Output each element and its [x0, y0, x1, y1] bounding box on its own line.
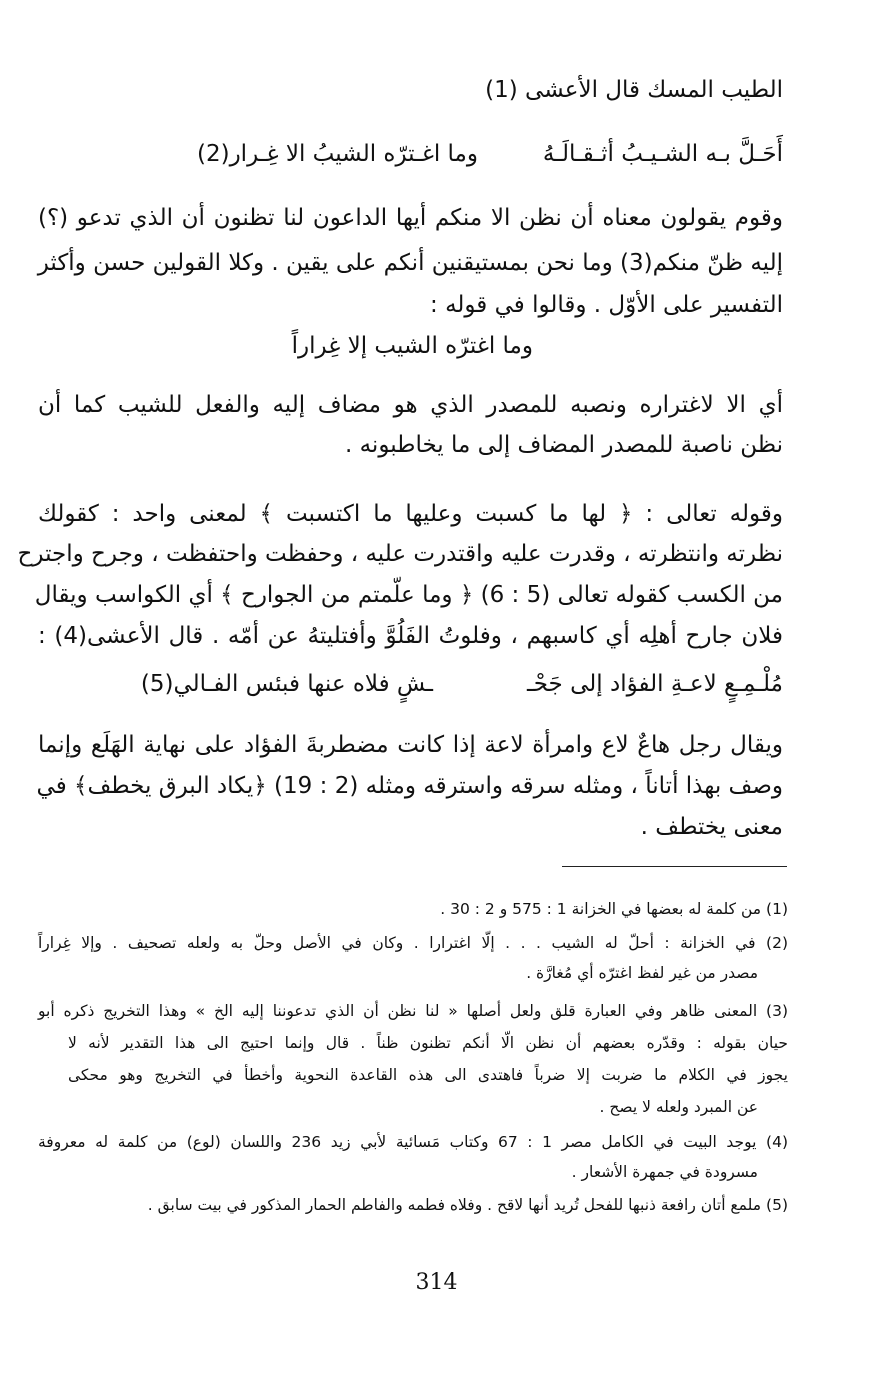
text-line: من الكسب كقوله تعالى (5 : 6) ﴿ وما علّمتم من الجوارح ﴾ أي الكواسب ويقال	[34, 582, 783, 608]
footnote-continuation: يجوز في الكلام ما ضربت إلا ضرباً فاهتدى الى هذه القاعدة النحوية وأخطأ في التخريج وهو محكى	[68, 1066, 788, 1084]
text-line: وقوم يقولون معناه أن نظن الا منكم أيها الداعون لنا تظنون أن الذي تدعو (؟)	[38, 205, 783, 231]
text-line: نظرته وانتظرته ، وقدرت عليه واقتدرت عليه ، وحفظت واحتفظت ، وجرح واجترح	[17, 541, 783, 567]
text-line: ويقال رجل هاعٌ لاع وامرأة لاعة إذا كانت مضطربةَ الفؤاد على نهاية الهَلَع وإنما	[38, 732, 783, 758]
text-line: وقوله تعالى : ﴿ لها ما كسبت وعليها ما اكتسبت ﴾ لمعنى واحد : كقولك	[38, 501, 783, 527]
footnote: (5) ملمع أتان رافعة ذنبها للفحل تُريد أنها لاقح . وفلاه فطمه والفاطم الحمار المذكور في بيت سابق .	[147, 1196, 788, 1214]
text-line: أي الا لاغتراره ونصبه للمصدر الذي هو مضاف إليه والفعل للشيب كما أن	[38, 392, 783, 418]
text-line: الطيب المسك قال الأعشى (1)	[485, 77, 783, 103]
verse-hemistich-right: مُلْـمِـعٍ لاعـةِ الفؤاد إلى جَحْـ	[526, 671, 783, 697]
footnote-continuation: مصدر من غير لفظ اغترّه أي مُغارَّة .	[526, 964, 758, 982]
text-line: إليه ظنّ منكم(3) وما نحن بمستيقنين أنكم على يقين . وكلا القولين حسن وأكثر	[37, 250, 783, 276]
footnote: (1) من كلمة له بعضها في الخزانة 1 : 575 و 2 : 30 .	[440, 900, 788, 918]
footnote: (4) يوجد البيت في الكامل مصر 1 : 67 وكتاب مَسائية لأبي زيد 236 واللسان (لوع) من كلمة له معروفة	[38, 1133, 789, 1151]
text-line: معنى يختطف .	[640, 814, 783, 840]
footnote: (2) في الخزانة : أحلّ له الشيب . . . إلّا اغترارا . وكان في الأصل وحلّ به ولعله تصحيف . وإلا غِراراً	[38, 934, 788, 952]
footnote: (3) المعنى ظاهر وفي العبارة قلق ولعل أصلها « لنا نظن أن الذي تدعوننا إليه الخ » وهذا التخريج ذكره أبو	[38, 1002, 788, 1020]
footnote-continuation: حيان بقوله : وقدّره بعضهم أن نظن الّا أنكم تظنون ظناً . قال وإنما احتيج الى هذا التقدير لأنه لا	[68, 1034, 788, 1052]
footnote-continuation: عن المبرد ولعله لا يصح .	[599, 1098, 758, 1116]
footnote-continuation: مسرودة في جمهرة الأشعار .	[571, 1163, 758, 1181]
verse-line: وما اغترّه الشيب إلا غِراراً	[291, 333, 533, 359]
verse-hemistich-left: وما اغـترّه الشيبُ الا غِـرار(2)	[196, 141, 478, 167]
text-line: وصف بهذا أتاناً ، ومثله سرقه واسترقه ومثله (2 : 19) ﴿يكاد البرق يخطف﴾ في	[36, 773, 783, 799]
text-line: التفسير على الأوّل . وقالوا في قوله :	[430, 292, 783, 318]
text-line: نظن ناصبة للمصدر المضاف إلى ما يخاطبونه .	[344, 432, 783, 458]
verse-hemistich-left: ـشٍ فلاه عنها فبئس الفـالي(5)	[140, 671, 433, 697]
footnote-separator	[562, 866, 787, 867]
verse-hemistich-right: أَحَـلَّ بـه الشـيـبُ أثـقـالَـهُ	[542, 141, 783, 167]
text-line: فلان جارح أهلِه أي كاسبهم ، وفلوتُ الفَلُوَّ وأفتليتهُ عن أمّه . قال الأعشى(4) :	[38, 623, 783, 649]
main-text	[17, 0, 783, 860]
page-number: 314	[415, 1270, 458, 1295]
